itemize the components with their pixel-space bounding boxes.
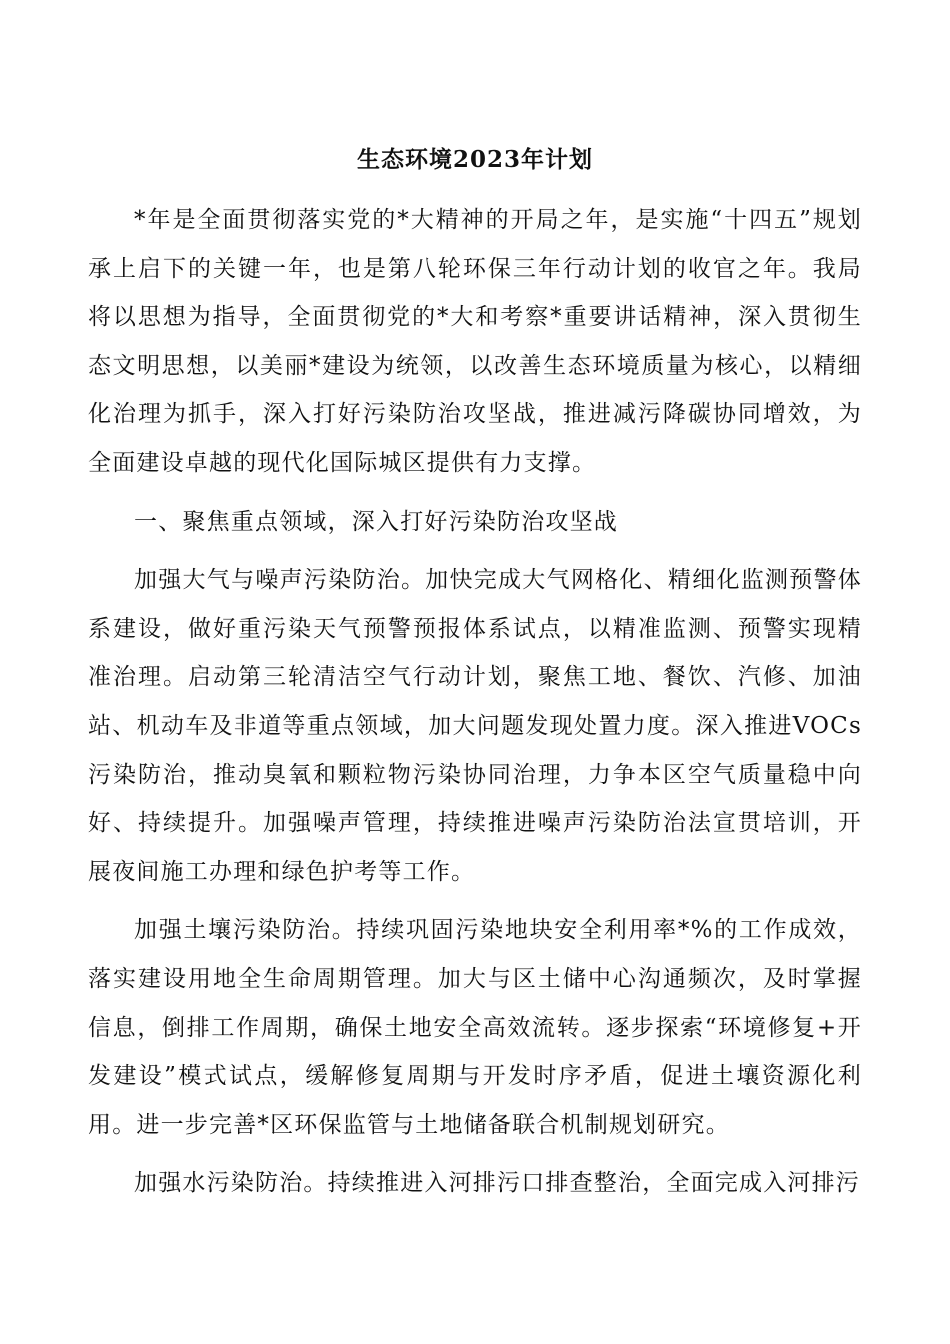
- document-page: [88, 140, 862, 1218]
- air-noise-paragraph: 加强大气与噪声污染防治。加快完成大气网格化、精细化监测预警体系建设，做好重污染天气预警预报体系试点，以精准监测、预警实现精准治理。启动第三轮清洁空气行动计划，聚焦工地、餐饮、汽修、加油站、机动车及非道等重点领域，加大问题发现处置力度。深入推进VOCs污染防治，推动臭氧和颗粒物污染协同治理，力争本区空气质量稳中向好、持续提升。加强噪声管理，持续推进噪声污染防治法宣贯培训，开展夜间施工办理和绿色护考等工作。: [88, 567, 862, 885]
- soil-paragraph: 加强土壤污染防治。持续巩固污染地块安全利用率*%的工作成效，落实建设用地全生命周期管理。加大与区土储中心沟通频次，及时掌握信息，倒排工作周期，确保土地安全高效流转。逐步探索“环境修复+开发建设”模式试点，缓解修复周期与开发时序矛盾，促进土壤资源化利用。进一步完善*区环保监管与土地储备联合机制规划研究。: [88, 917, 862, 1138]
- intro-paragraph: *年是全面贯彻落实党的*大精神的开局之年，是实施“十四五”规划承上启下的关键一年，也是第八轮环保三年行动计划的收官之年。我局将以思想为指导，全面贯彻党的*大和考察*重要讲话精神，深入贯彻生态文明思想，以美丽*建设为统领，以改善生态环境质量为核心，以精细化治理为抓手，深入打好污染防治攻坚战，推进减污降碳协同增效，为全面建设卓越的现代化国际城区提供有力支撑。: [88, 207, 862, 476]
- document-title: 生态环境2023年计划: [356, 146, 593, 173]
- section-heading: 一、聚焦重点领域，深入打好污染防治攻坚战: [134, 508, 618, 535]
- water-paragraph: 加强水污染防治。持续推进入河排污口排查整治，全面完成入河排污: [134, 1170, 860, 1197]
